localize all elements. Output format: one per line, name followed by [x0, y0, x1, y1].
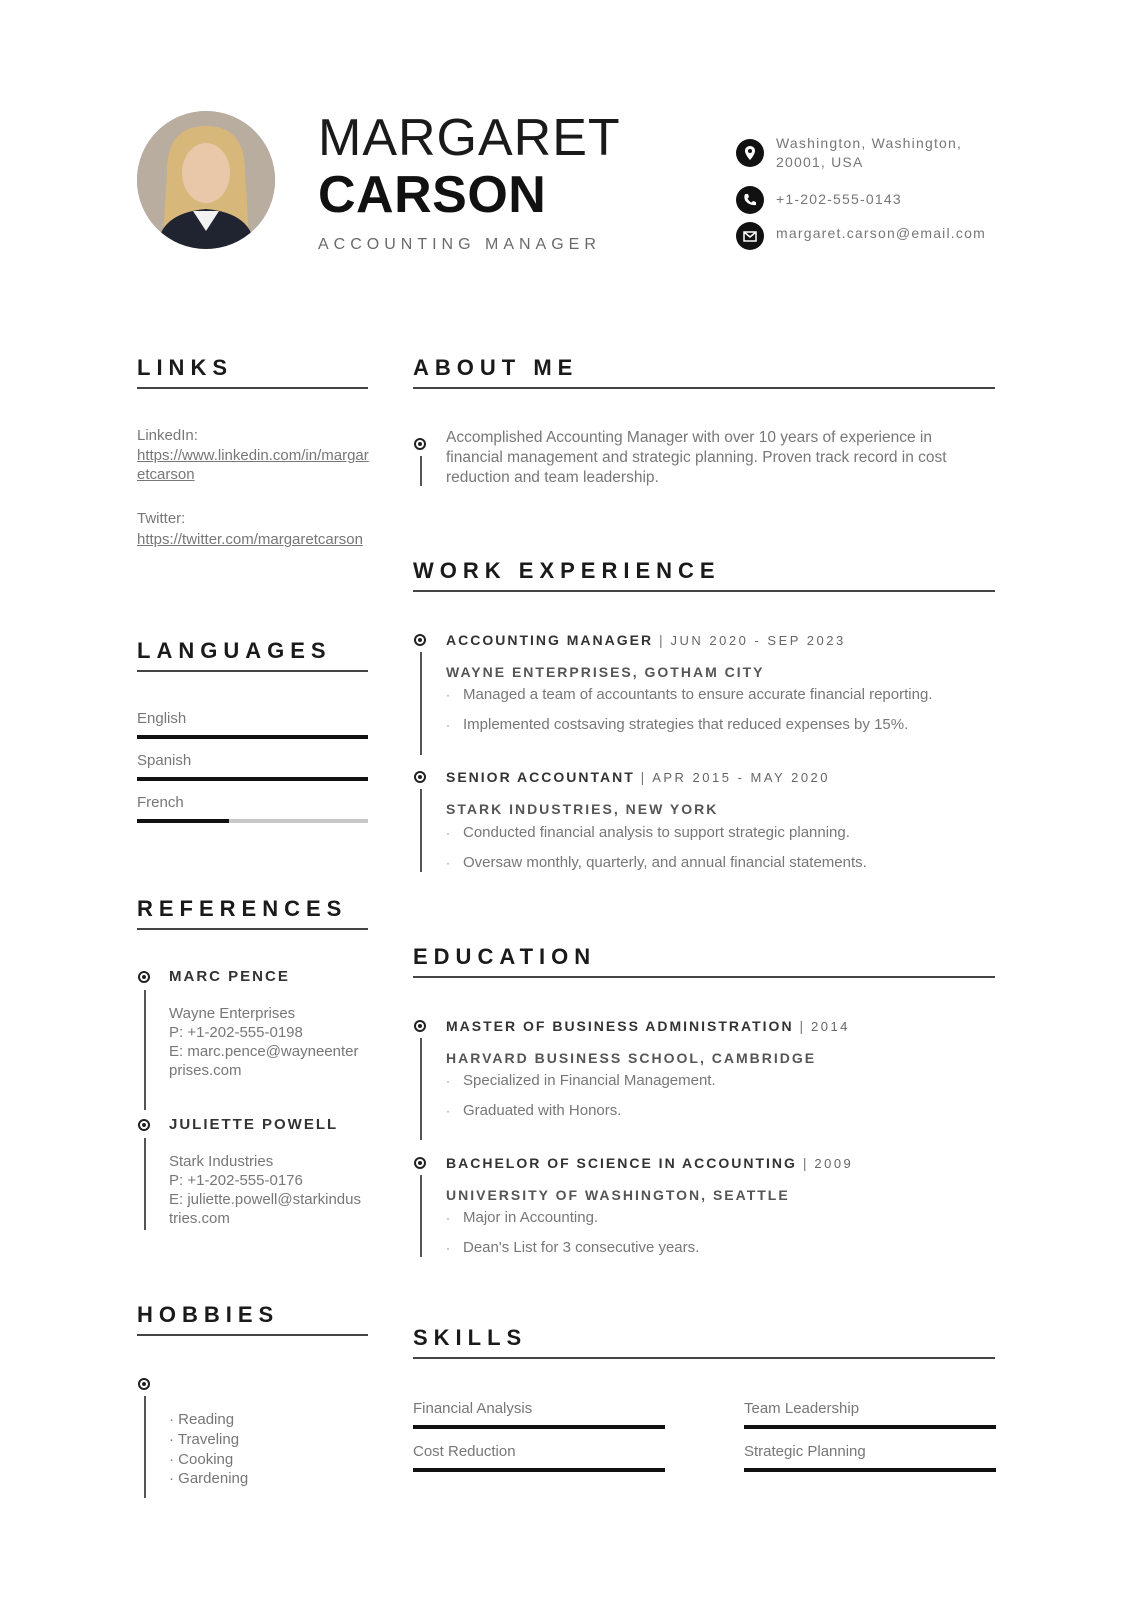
- skill-name: Strategic Planning: [744, 1443, 866, 1460]
- skill-name: Cost Reduction: [413, 1443, 516, 1460]
- hobbies-heading: HOBBIES: [137, 1302, 280, 1327]
- hobby-item: · Traveling: [169, 1431, 240, 1448]
- timeline-line: [144, 990, 146, 1110]
- timeline-dot: [414, 1157, 426, 1169]
- school-name: UNIVERSITY OF WASHINGTON, SEATTLE: [446, 1187, 790, 1203]
- job-title-text: SENIOR ACCOUNTANT: [446, 769, 635, 785]
- hobby-text: Gardening: [178, 1470, 249, 1487]
- job-entry-header: SENIOR ACCOUNTANT | APR 2015 - MAY 2020: [446, 769, 831, 785]
- language-name: Spanish: [137, 752, 192, 769]
- last-name: CARSON: [318, 166, 547, 224]
- bullet-text: Managed a team of accountants to ensure accurate financial reporting.: [463, 686, 933, 703]
- job-date: APR 2015 - MAY 2020: [652, 770, 831, 785]
- timeline-dot: [138, 1119, 150, 1131]
- bullet-text: Implemented costsaving strategies that reduced expenses by 15%.: [463, 716, 909, 733]
- education-bullet: · Major in Accounting.: [446, 1209, 599, 1226]
- about-text: Accomplished Accounting Manager with over 10 years of experience in financial management and strategic planning. Proven track record in cost reduction and team leadership.: [446, 429, 947, 486]
- profile-photo: [137, 111, 275, 249]
- linkedin-label: LinkedIn:: [137, 427, 198, 444]
- hobby-item: · Gardening: [169, 1470, 249, 1487]
- reference-name: JULIETTE POWELL: [169, 1116, 339, 1133]
- reference-email: E: marc.pence@wayneenterprises.com: [169, 1043, 359, 1079]
- job-company: WAYNE ENTERPRISES, GOTHAM CITY: [446, 664, 765, 680]
- skill-level-fill: [413, 1425, 665, 1429]
- work-rule: [413, 590, 995, 592]
- email-icon: [736, 222, 764, 250]
- job-company: STARK INDUSTRIES, NEW YORK: [446, 801, 719, 817]
- language-level-fill: [137, 819, 229, 823]
- timeline-line: [144, 1138, 146, 1230]
- skill-level-bar: [744, 1468, 996, 1472]
- education-bullet: · Graduated with Honors.: [446, 1102, 622, 1119]
- bullet-text: Dean's List for 3 consecutive years.: [463, 1239, 700, 1256]
- about-heading: ABOUT ME: [413, 355, 579, 380]
- education-rule: [413, 976, 995, 978]
- hobbies-rule: [137, 1334, 368, 1336]
- timeline-line: [144, 1396, 146, 1498]
- job-title: ACCOUNTING MANAGER: [318, 236, 601, 253]
- degree-title: MASTER OF BUSINESS ADMINISTRATION: [446, 1018, 794, 1034]
- bullet-text: Specialized in Financial Management.: [463, 1072, 716, 1089]
- bullet-text: Graduated with Honors.: [463, 1102, 622, 1119]
- contact-email[interactable]: margaret.carson@email.com: [776, 225, 986, 241]
- timeline-line: [420, 789, 422, 872]
- education-entry-header: BACHELOR OF SCIENCE IN ACCOUNTING | 2009: [446, 1155, 854, 1171]
- hobby-text: Cooking: [178, 1451, 234, 1468]
- job-date: JUN 2020 - SEP 2023: [670, 633, 846, 648]
- skill-level-bar: [744, 1425, 996, 1429]
- location-icon: [736, 139, 764, 167]
- job-bullet: · Managed a team of accountants to ensure accurate financial reporting.: [446, 686, 933, 703]
- skill-level-fill: [744, 1468, 996, 1472]
- timeline-dot: [414, 771, 426, 783]
- skills-heading: SKILLS: [413, 1325, 528, 1350]
- job-bullet: · Conducted financial analysis to support strategic planning.: [446, 824, 850, 841]
- timeline-line: [420, 1175, 422, 1257]
- languages-rule: [137, 670, 368, 672]
- job-title-text: ACCOUNTING MANAGER: [446, 632, 654, 648]
- links-heading: LINKS: [137, 355, 233, 380]
- job-bullet: · Implemented costsaving strategies that reduced expenses by 15%.: [446, 716, 909, 733]
- school-name: HARVARD BUSINESS SCHOOL, CAMBRIDGE: [446, 1050, 817, 1066]
- twitter-link[interactable]: https://twitter.com/margaretcarson: [137, 531, 363, 548]
- skill-level-bar: [413, 1425, 665, 1429]
- hobby-item: · Reading: [169, 1411, 235, 1428]
- work-heading: WORK EXPERIENCE: [413, 558, 721, 583]
- degree-year: 2014: [810, 1019, 850, 1034]
- timeline-dot: [414, 1020, 426, 1032]
- languages-heading: LANGUAGES: [137, 638, 332, 663]
- about-rule: [413, 387, 995, 389]
- skill-level-fill: [744, 1425, 996, 1429]
- hobby-text: Traveling: [177, 1431, 240, 1448]
- bullet-text: Conducted financial analysis to support strategic planning.: [463, 824, 850, 841]
- linkedin-link[interactable]: https://www.linkedin.com/in/margaretcarson: [137, 447, 369, 483]
- skills-rule: [413, 1357, 995, 1359]
- timeline-dot: [138, 971, 150, 983]
- reference-phone: P: +1-202-555-0198: [169, 1024, 303, 1041]
- timeline-dot: [414, 438, 426, 450]
- contact-address: Washington, Washington, 20001, USA: [776, 135, 963, 170]
- reference-email: E: juliette.powell@starkindustries.com: [169, 1191, 361, 1227]
- language-level-bar: [137, 777, 368, 781]
- phone-icon: [736, 186, 764, 214]
- education-bullet: · Specialized in Financial Management.: [446, 1072, 716, 1089]
- language-level-fill: [137, 777, 368, 781]
- bullet-text: Major in Accounting.: [463, 1209, 599, 1226]
- education-bullet: · Dean's List for 3 consecutive years.: [446, 1239, 700, 1256]
- hobby-item: · Cooking: [169, 1451, 234, 1468]
- skill-level-fill: [413, 1468, 665, 1472]
- reference-company: Wayne Enterprises: [169, 1005, 296, 1022]
- education-entry-header: MASTER OF BUSINESS ADMINISTRATION | 2014: [446, 1018, 850, 1034]
- links-rule: [137, 387, 368, 389]
- timeline-line: [420, 456, 422, 486]
- reference-name: MARC PENCE: [169, 968, 290, 985]
- bullet-text: Oversaw monthly, quarterly, and annual financial statements.: [463, 854, 867, 871]
- timeline-dot: [138, 1378, 150, 1390]
- timeline-line: [420, 1038, 422, 1140]
- first-name: MARGARET: [318, 109, 621, 167]
- skill-name: Team Leadership: [744, 1400, 860, 1417]
- timeline-dot: [414, 634, 426, 646]
- reference-company: Stark Industries: [169, 1153, 274, 1170]
- language-level-bar: [137, 735, 368, 739]
- education-heading: EDUCATION: [413, 944, 597, 969]
- twitter-label: Twitter:: [137, 510, 186, 527]
- job-bullet: · Oversaw monthly, quarterly, and annual financial statements.: [446, 854, 867, 871]
- references-heading: REFERENCES: [137, 896, 348, 921]
- skill-level-bar: [413, 1468, 665, 1472]
- language-level-fill: [137, 735, 368, 739]
- hobby-text: Reading: [178, 1411, 235, 1428]
- contact-phone[interactable]: +1-202-555-0143: [776, 191, 902, 207]
- timeline-line: [420, 652, 422, 755]
- language-name: English: [137, 710, 187, 727]
- language-name: French: [137, 794, 184, 811]
- references-rule: [137, 928, 368, 930]
- degree-year: 2009: [814, 1156, 854, 1171]
- degree-title: BACHELOR OF SCIENCE IN ACCOUNTING: [446, 1155, 797, 1171]
- skill-name: Financial Analysis: [413, 1400, 533, 1417]
- job-entry-header: ACCOUNTING MANAGER | JUN 2020 - SEP 2023: [446, 632, 846, 648]
- language-level-bar: [137, 819, 368, 823]
- reference-phone: P: +1-202-555-0176: [169, 1172, 303, 1189]
